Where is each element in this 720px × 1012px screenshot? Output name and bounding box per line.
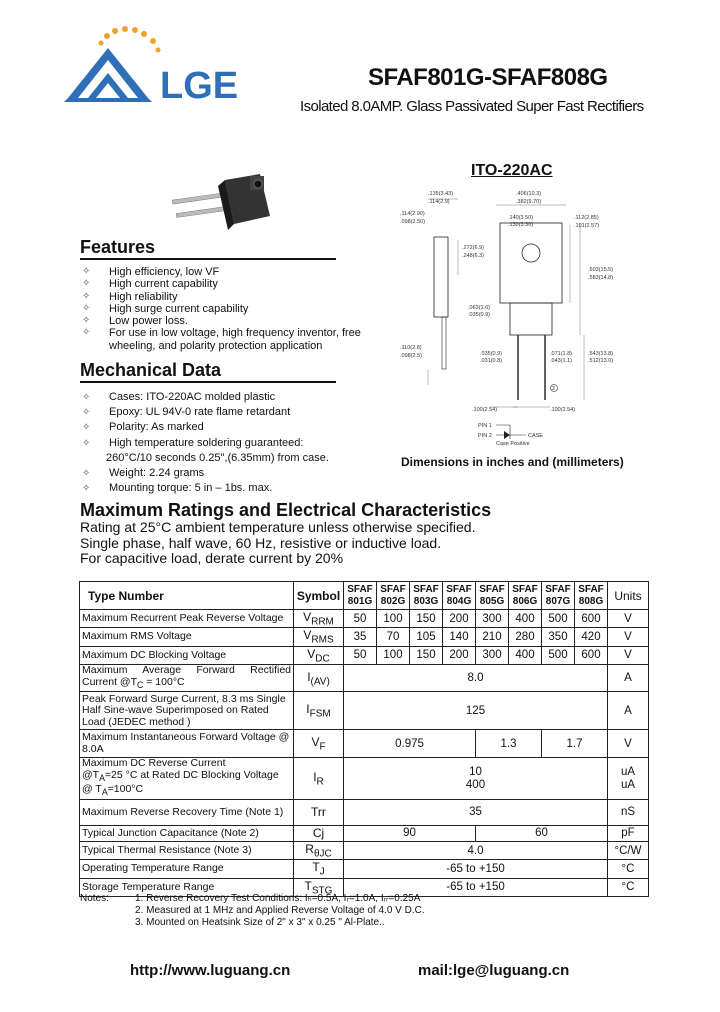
dim-label: .140(3.50): [508, 215, 534, 221]
table-cell: 300: [476, 610, 509, 628]
dim-label: .248(6.3): [462, 253, 485, 259]
table-cell: 600: [575, 646, 608, 664]
table-cell: $V_{DC}$: [294, 646, 344, 664]
table-cell: 140: [443, 628, 476, 646]
table-cell: $I_{FSM}$: [294, 692, 344, 730]
bullet-icon: ✧: [82, 483, 91, 495]
dim-label: .583(14.8): [588, 275, 614, 281]
table-cell: $V_{RMS}$: [294, 628, 344, 646]
table-cell: Maximum Recurrent Peak Reverse Voltage: [80, 610, 294, 628]
table-row: [80, 692, 649, 730]
table-cell: 210: [476, 628, 509, 646]
dim-label: .031(0.8): [480, 358, 503, 364]
bullet-icon: ✧: [82, 422, 91, 434]
list-item: ✧ High temperature soldering guaranteed:: [82, 436, 329, 451]
table-cell: 35: [344, 628, 377, 646]
dim-label: .603(15.5): [588, 267, 614, 273]
table-cell: °C: [608, 878, 649, 896]
features-rule: [80, 258, 336, 260]
header-part: SFAF 808G: [575, 582, 608, 610]
bullet-icon: ✧: [82, 437, 91, 449]
pin-label: PIN 2: [478, 433, 492, 439]
table-cell: Maximum Instantaneous Forward Voltage @ 8.0A: [80, 730, 294, 758]
ratings-table: [79, 581, 649, 897]
table-cell: Peak Forward Surge Current, 8.3 ms Single Half Sine-wave Superimposed on Rated Load (JEDEC method ): [80, 692, 294, 730]
list-item: ✧ Epoxy: UL 94V-0 rate flame retardant: [82, 405, 329, 420]
dim-label: .101(2.57): [574, 223, 600, 229]
list-item: ✧ High current capability: [82, 278, 218, 291]
bullet-icon: ✧: [82, 266, 91, 277]
table-row: [80, 825, 649, 841]
table-cell: Maximum DC Reverse Current $@T_A=25$ °C at Rated DC Blocking Voltage @ $T_A=100^\circ C$: [80, 758, 294, 800]
table-cell: V: [608, 730, 649, 758]
table-row: [80, 628, 649, 646]
notes-label: Notes:: [80, 893, 109, 904]
table-cell: nS: [608, 799, 649, 825]
table-cell: 350: [542, 628, 575, 646]
table-cell: 90: [344, 825, 476, 841]
svg-text:2: 2: [552, 386, 556, 392]
table-cell: °C: [608, 860, 649, 878]
list-item-continuation: wheeling, and polarity protection application: [109, 339, 323, 352]
table-cell: Maximum DC Blocking Voltage: [80, 646, 294, 664]
header-part: SFAF 805G: [476, 582, 509, 610]
table-cell: $V_{RRM}$: [294, 610, 344, 628]
header-symbol: Symbol: [294, 582, 344, 610]
table-row: [80, 860, 649, 878]
table-cell: 150: [410, 610, 443, 628]
table-cell: Typical Thermal Resistance (Note 3): [80, 841, 294, 859]
table-cell: 8.0: [344, 665, 608, 692]
list-item: ✧ Weight: 2.24 grams: [82, 466, 329, 481]
list-item-continuation: 260°C/10 seconds 0.25",(6.35mm) from case.: [106, 451, 329, 464]
dim-label: .382(9.70): [516, 199, 542, 205]
dim-label: .035(0.9): [480, 351, 503, 357]
table-cell: °C/W: [608, 841, 649, 859]
table-cell: 400: [509, 610, 542, 628]
note-item: 1. Reverse Recovery Test Conditions: Iₕ=0.5A, Iᵣ=1.0A, Iᵣᵣ=0.25A: [135, 893, 421, 904]
table-cell: 4.0: [344, 841, 608, 859]
page-title: SFAF801G-SFAF808G: [368, 64, 608, 91]
table-cell: 500: [542, 646, 575, 664]
dim-label: .130(3.30): [508, 222, 534, 228]
pin-label: CASE: [528, 433, 543, 439]
brand-logo: [64, 22, 264, 104]
table-header-row: [80, 582, 649, 610]
dimensions-caption: Dimensions in inches and (millimeters): [401, 455, 624, 469]
dim-label: .406(10.3): [516, 191, 542, 197]
bullet-icon: ✧: [82, 278, 91, 290]
note-item: 2. Measured at 1 MHz and Applied Reverse Voltage of 4.0 V D.C.: [135, 905, 425, 916]
list-item: ✧ High reliability: [82, 290, 178, 303]
list-item: ✧ For use in low voltage, high frequency inventor, free: [82, 327, 361, 340]
package-title: ITO-220AC: [471, 162, 553, 179]
notes: [80, 893, 425, 929]
table-cell: 100: [377, 610, 410, 628]
table-cell: 50: [344, 646, 377, 664]
header-type: Type Number: [80, 582, 294, 610]
website-link[interactable]: http://www.luguang.cn: [130, 962, 291, 979]
table-cell: Maximum Average Forward Rectified Current $@T_C = 100^\circ C$: [80, 665, 294, 692]
table-cell: 200: [443, 646, 476, 664]
table-cell: Cj: [294, 825, 344, 841]
dim-label: .035(0.9): [468, 312, 491, 318]
header-part: SFAF 803G: [410, 582, 443, 610]
bullet-icon: ✧: [82, 302, 91, 314]
table-cell: 280: [509, 628, 542, 646]
table-cell: $R_{\theta JC}$: [294, 841, 344, 859]
table-cell: 600: [575, 610, 608, 628]
header-part: SFAF 804G: [443, 582, 476, 610]
table-cell: Storage Temperature Range: [80, 878, 294, 896]
bullet-icon: ✧: [82, 392, 91, 403]
rating-line: For capacitive load, derate current by 20%: [80, 550, 344, 567]
table-cell: 400: [509, 646, 542, 664]
rating-line: Rating at 25°C ambient temperature unless otherwise specified.: [80, 519, 476, 535]
ratings-heading: Maximum Ratings and Electrical Characteristics: [80, 500, 492, 520]
package-dimension-diagram: [398, 185, 628, 450]
table-cell: Maximum Reverse Recovery Time (Note 1): [80, 799, 294, 825]
list-item: ✧ Polarity: As marked: [82, 420, 329, 435]
table-cell: Typical Junction Capacitance (Note 2): [80, 825, 294, 841]
dim-label: .512(13.0): [588, 358, 614, 364]
note-item: 3. Mounted on Heatsink Size of 2" x 3" x 0.25 " Al-Plate..: [135, 917, 385, 928]
header-part: SFAF 806G: [509, 582, 542, 610]
list-item: ✧ Mounting torque: 5 in – 1bs. max.: [82, 481, 329, 496]
table-cell: V: [608, 610, 649, 628]
table-cell: 60: [476, 825, 608, 841]
table-cell: 200: [443, 610, 476, 628]
table-cell: 10 400: [344, 758, 608, 800]
list-item: ✧ High efficiency, low VF: [82, 266, 220, 278]
header-part: SFAF 801G: [344, 582, 377, 610]
dim-label: .272(6.9): [462, 245, 485, 251]
dim-label: .098(2.5): [400, 353, 423, 359]
mechanical-heading: Mechanical Data: [80, 360, 222, 380]
bullet-icon: ✧: [82, 290, 91, 302]
features-list: [82, 266, 361, 352]
table-cell: 1.3: [476, 730, 542, 758]
dim-label: .063(1.6): [468, 305, 491, 311]
brand-wordmark: LGE: [160, 65, 239, 104]
table-row: [80, 646, 649, 664]
dim-label: .110(2.8): [400, 345, 422, 351]
table-cell: 150: [410, 646, 443, 664]
table-cell: -65 to +150: [344, 860, 608, 878]
table-cell: V: [608, 646, 649, 664]
bullet-icon: ✧: [82, 468, 91, 480]
list-item: ✧ Cases: ITO-220AC molded plastic: [82, 390, 329, 405]
table-cell: $T_J$: [294, 860, 344, 878]
table-cell: Trr: [294, 799, 344, 825]
table-row: [80, 841, 649, 859]
table-row: [80, 758, 649, 800]
ratings-conditions: [80, 520, 475, 567]
table-cell: $I_R$: [294, 758, 344, 800]
table-cell: 0.975: [344, 730, 476, 758]
dim-label: .114(2.90): [400, 211, 425, 217]
table-cell: 420: [575, 628, 608, 646]
table-cell: 500: [542, 610, 575, 628]
table-cell: Maximum RMS Voltage: [80, 628, 294, 646]
bullet-icon: ✧: [82, 407, 91, 419]
table-cell: 100: [377, 646, 410, 664]
table-row: [80, 610, 649, 628]
dim-label: .112(2.85): [574, 215, 599, 221]
table-cell: A: [608, 665, 649, 692]
page-subtitle: Isolated 8.0AMP. Glass Passivated Super Fast Rectifiers: [300, 98, 644, 115]
table-cell: 1.7: [542, 730, 608, 758]
pin-label: PIN 1: [478, 423, 492, 429]
mechanical-rule: [80, 381, 336, 383]
table-cell: V: [608, 628, 649, 646]
dim-label: .100(2.54): [472, 407, 498, 413]
features-heading: Features: [80, 237, 156, 257]
table-cell: 300: [476, 646, 509, 664]
table-cell: 70: [377, 628, 410, 646]
table-cell: 50: [344, 610, 377, 628]
table-cell: 35: [344, 799, 608, 825]
dim-label: .114(2.9): [428, 199, 450, 205]
mechanical-list: [82, 390, 329, 496]
list-item: ✧ High surge current capability: [82, 302, 249, 315]
table-cell: Operating Temperature Range: [80, 860, 294, 878]
logo-mark-icon: [64, 22, 264, 104]
dim-label: .071(1.8): [550, 351, 573, 357]
rating-line: Single phase, half wave, 60 Hz, resistive or inductive load.: [80, 534, 442, 551]
dim-label: .098(2.50): [400, 219, 426, 225]
table-cell: -65 to +150: [344, 878, 608, 896]
table-cell: A: [608, 692, 649, 730]
dim-label: .135(3.43): [428, 191, 454, 197]
table-cell: pF: [608, 825, 649, 841]
header-part: SFAF 807G: [542, 582, 575, 610]
component-photo: [170, 168, 280, 243]
list-item: ✧ Low power loss.: [82, 315, 188, 328]
table-cell: 125: [344, 692, 608, 730]
header-units: Units: [608, 582, 649, 610]
table-row: [80, 799, 649, 825]
table-cell: $V_F$: [294, 730, 344, 758]
table-row: [80, 730, 649, 758]
bullet-icon: ✧: [82, 327, 91, 339]
bullet-icon: ✧: [82, 315, 91, 327]
header-part: SFAF 802G: [377, 582, 410, 610]
table-cell: $T_{STG}$: [294, 878, 344, 896]
email-link[interactable]: mail:lge@luguang.cn: [418, 962, 570, 979]
table-cell: $I_{(AV)}$: [294, 665, 344, 692]
dim-label: .100(2.54): [550, 407, 576, 413]
table-cell: uA uA: [608, 758, 649, 800]
dim-label: .543(13.8): [588, 351, 614, 357]
table-cell: 105: [410, 628, 443, 646]
case-note: Case Positive: [496, 441, 530, 445]
table-row: [80, 665, 649, 692]
dim-label: .043(1.1): [550, 358, 573, 364]
